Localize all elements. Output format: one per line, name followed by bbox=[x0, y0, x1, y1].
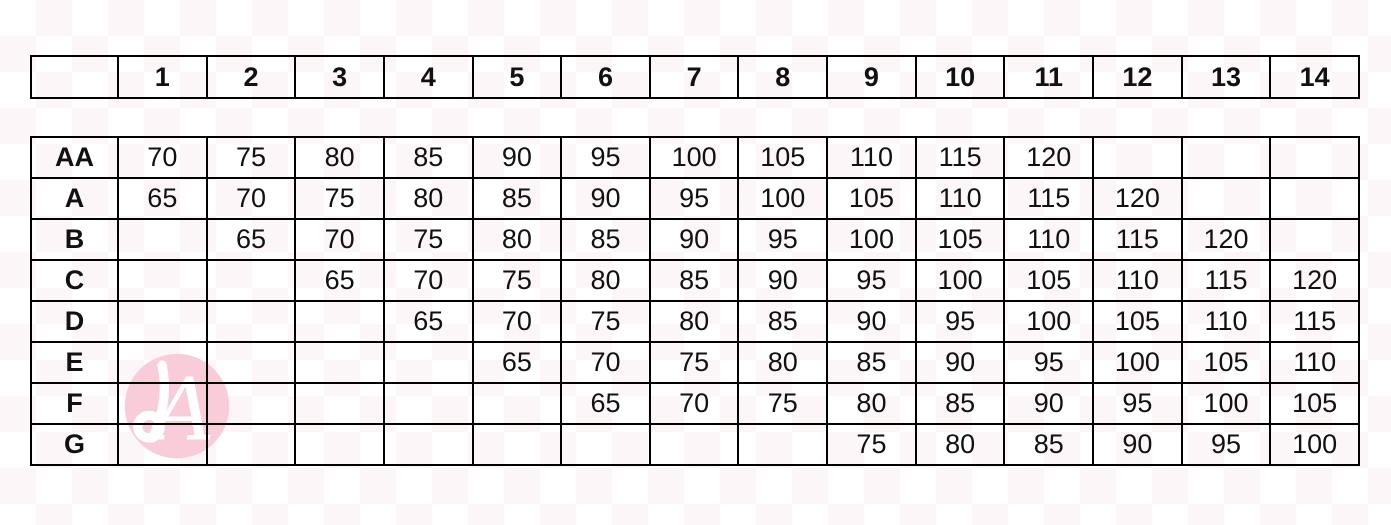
size-cell: 90 bbox=[650, 219, 739, 260]
size-cell: 90 bbox=[561, 178, 650, 219]
size-cell: 85 bbox=[473, 178, 562, 219]
header-column-3: 3 bbox=[295, 56, 384, 98]
size-cell: 100 bbox=[1004, 301, 1093, 342]
size-cell bbox=[295, 424, 384, 465]
size-row-G bbox=[31, 424, 1359, 465]
size-cell: 90 bbox=[738, 260, 827, 301]
size-cell: 85 bbox=[827, 342, 916, 383]
size-cell: 105 bbox=[1004, 260, 1093, 301]
size-cell: 105 bbox=[1182, 342, 1271, 383]
size-cell: 75 bbox=[207, 137, 296, 178]
size-cell: 120 bbox=[1182, 219, 1271, 260]
size-cell: 105 bbox=[827, 178, 916, 219]
size-cell bbox=[384, 424, 473, 465]
size-cell: 100 bbox=[1093, 342, 1182, 383]
cup-label-C: C bbox=[31, 260, 118, 301]
band-size-header-table bbox=[30, 55, 1360, 99]
size-cell: 80 bbox=[827, 383, 916, 424]
header-row bbox=[31, 56, 1359, 98]
size-cell bbox=[384, 383, 473, 424]
size-cell: 115 bbox=[1182, 260, 1271, 301]
size-cell bbox=[1182, 137, 1271, 178]
size-cell bbox=[118, 424, 207, 465]
size-cell: 65 bbox=[295, 260, 384, 301]
header-column-5: 5 bbox=[473, 56, 562, 98]
size-cell: 105 bbox=[916, 219, 1005, 260]
size-cell: 70 bbox=[295, 219, 384, 260]
size-cell bbox=[207, 342, 296, 383]
size-cell: 95 bbox=[1182, 424, 1271, 465]
size-cell: 100 bbox=[738, 178, 827, 219]
size-cell: 70 bbox=[118, 137, 207, 178]
size-cell bbox=[207, 260, 296, 301]
size-cell: 85 bbox=[561, 219, 650, 260]
size-cell: 100 bbox=[827, 219, 916, 260]
size-cell: 120 bbox=[1270, 260, 1359, 301]
size-cell: 90 bbox=[1004, 383, 1093, 424]
size-cell: 100 bbox=[650, 137, 739, 178]
size-cell: 75 bbox=[650, 342, 739, 383]
size-cell: 105 bbox=[738, 137, 827, 178]
size-cell: 90 bbox=[473, 137, 562, 178]
size-cell: 100 bbox=[1182, 383, 1271, 424]
cup-band-size-matrix-table bbox=[30, 136, 1360, 466]
size-cell: 85 bbox=[384, 137, 473, 178]
header-column-6: 6 bbox=[561, 56, 650, 98]
size-cell: 95 bbox=[650, 178, 739, 219]
size-cell: 120 bbox=[1004, 137, 1093, 178]
size-cell: 90 bbox=[827, 301, 916, 342]
cup-label-G: G bbox=[31, 424, 118, 465]
size-cell bbox=[207, 424, 296, 465]
size-cell: 95 bbox=[561, 137, 650, 178]
size-row-A bbox=[31, 178, 1359, 219]
size-row-AA bbox=[31, 137, 1359, 178]
size-cell: 110 bbox=[827, 137, 916, 178]
size-cell: 65 bbox=[384, 301, 473, 342]
header-column-9: 9 bbox=[827, 56, 916, 98]
size-cell: 115 bbox=[916, 137, 1005, 178]
size-cell: 90 bbox=[1093, 424, 1182, 465]
cup-label-F: F bbox=[31, 383, 118, 424]
size-cell: 95 bbox=[916, 301, 1005, 342]
size-row-F bbox=[31, 383, 1359, 424]
size-cell bbox=[1182, 178, 1271, 219]
header-column-4: 4 bbox=[384, 56, 473, 98]
header-corner-cell bbox=[31, 56, 118, 98]
header-column-12: 12 bbox=[1093, 56, 1182, 98]
size-cell: 115 bbox=[1270, 301, 1359, 342]
size-cell bbox=[1270, 178, 1359, 219]
size-cell: 110 bbox=[916, 178, 1005, 219]
size-cell: 80 bbox=[650, 301, 739, 342]
size-cell: 85 bbox=[916, 383, 1005, 424]
size-cell: 80 bbox=[738, 342, 827, 383]
cup-label-B: B bbox=[31, 219, 118, 260]
size-cell bbox=[295, 342, 384, 383]
size-cell: 65 bbox=[473, 342, 562, 383]
size-cell: 75 bbox=[561, 301, 650, 342]
size-cell: 75 bbox=[384, 219, 473, 260]
size-cell: 100 bbox=[916, 260, 1005, 301]
size-cell: 95 bbox=[1093, 383, 1182, 424]
size-cell: 90 bbox=[916, 342, 1005, 383]
size-cell bbox=[118, 342, 207, 383]
size-cell bbox=[207, 383, 296, 424]
size-cell bbox=[1270, 219, 1359, 260]
size-cell bbox=[650, 424, 739, 465]
size-cell: 85 bbox=[1004, 424, 1093, 465]
size-cell: 120 bbox=[1093, 178, 1182, 219]
size-cell bbox=[738, 424, 827, 465]
size-row-D bbox=[31, 301, 1359, 342]
size-cell: 75 bbox=[473, 260, 562, 301]
header-column-10: 10 bbox=[916, 56, 1005, 98]
size-cell: 80 bbox=[561, 260, 650, 301]
size-cell: 110 bbox=[1182, 301, 1271, 342]
size-cell: 80 bbox=[384, 178, 473, 219]
size-cell: 70 bbox=[561, 342, 650, 383]
size-cell: 70 bbox=[207, 178, 296, 219]
size-cell: 105 bbox=[1270, 383, 1359, 424]
cup-label-E: E bbox=[31, 342, 118, 383]
size-cell: 95 bbox=[1004, 342, 1093, 383]
size-cell bbox=[384, 342, 473, 383]
cup-label-A: A bbox=[31, 178, 118, 219]
size-cell bbox=[473, 424, 562, 465]
size-cell bbox=[295, 301, 384, 342]
size-cell: 75 bbox=[827, 424, 916, 465]
size-cell: 80 bbox=[473, 219, 562, 260]
size-cell: 65 bbox=[561, 383, 650, 424]
size-cell bbox=[118, 301, 207, 342]
size-cell: 95 bbox=[738, 219, 827, 260]
size-cell: 65 bbox=[207, 219, 296, 260]
size-cell bbox=[118, 219, 207, 260]
header-column-7: 7 bbox=[650, 56, 739, 98]
size-cell bbox=[1270, 137, 1359, 178]
size-cell: 70 bbox=[384, 260, 473, 301]
header-column-14: 14 bbox=[1270, 56, 1359, 98]
size-cell: 70 bbox=[473, 301, 562, 342]
size-cell bbox=[118, 260, 207, 301]
size-cell: 95 bbox=[827, 260, 916, 301]
size-row-B bbox=[31, 219, 1359, 260]
size-cell: 65 bbox=[118, 178, 207, 219]
size-cell bbox=[207, 301, 296, 342]
size-cell bbox=[473, 383, 562, 424]
size-cell: 80 bbox=[295, 137, 384, 178]
size-cell bbox=[295, 383, 384, 424]
cup-label-AA: AA bbox=[31, 137, 118, 178]
size-cell: 100 bbox=[1270, 424, 1359, 465]
size-cell: 115 bbox=[1093, 219, 1182, 260]
size-cell: 75 bbox=[738, 383, 827, 424]
size-cell: 70 bbox=[650, 383, 739, 424]
size-cell: 75 bbox=[295, 178, 384, 219]
size-cell: 110 bbox=[1004, 219, 1093, 260]
size-cell: 110 bbox=[1270, 342, 1359, 383]
header-column-8: 8 bbox=[738, 56, 827, 98]
header-column-11: 11 bbox=[1004, 56, 1093, 98]
size-cell: 105 bbox=[1093, 301, 1182, 342]
header-column-13: 13 bbox=[1182, 56, 1271, 98]
header-column-1: 1 bbox=[118, 56, 207, 98]
cup-label-D: D bbox=[31, 301, 118, 342]
size-cell: 115 bbox=[1004, 178, 1093, 219]
size-row-C bbox=[31, 260, 1359, 301]
size-cell: 85 bbox=[738, 301, 827, 342]
size-cell bbox=[561, 424, 650, 465]
size-cell: 80 bbox=[916, 424, 1005, 465]
size-cell: 110 bbox=[1093, 260, 1182, 301]
size-cell: 85 bbox=[650, 260, 739, 301]
size-cell bbox=[118, 383, 207, 424]
size-row-E bbox=[31, 342, 1359, 383]
svg-text:A: A bbox=[152, 360, 215, 461]
header-column-2: 2 bbox=[207, 56, 296, 98]
size-cell bbox=[1093, 137, 1182, 178]
